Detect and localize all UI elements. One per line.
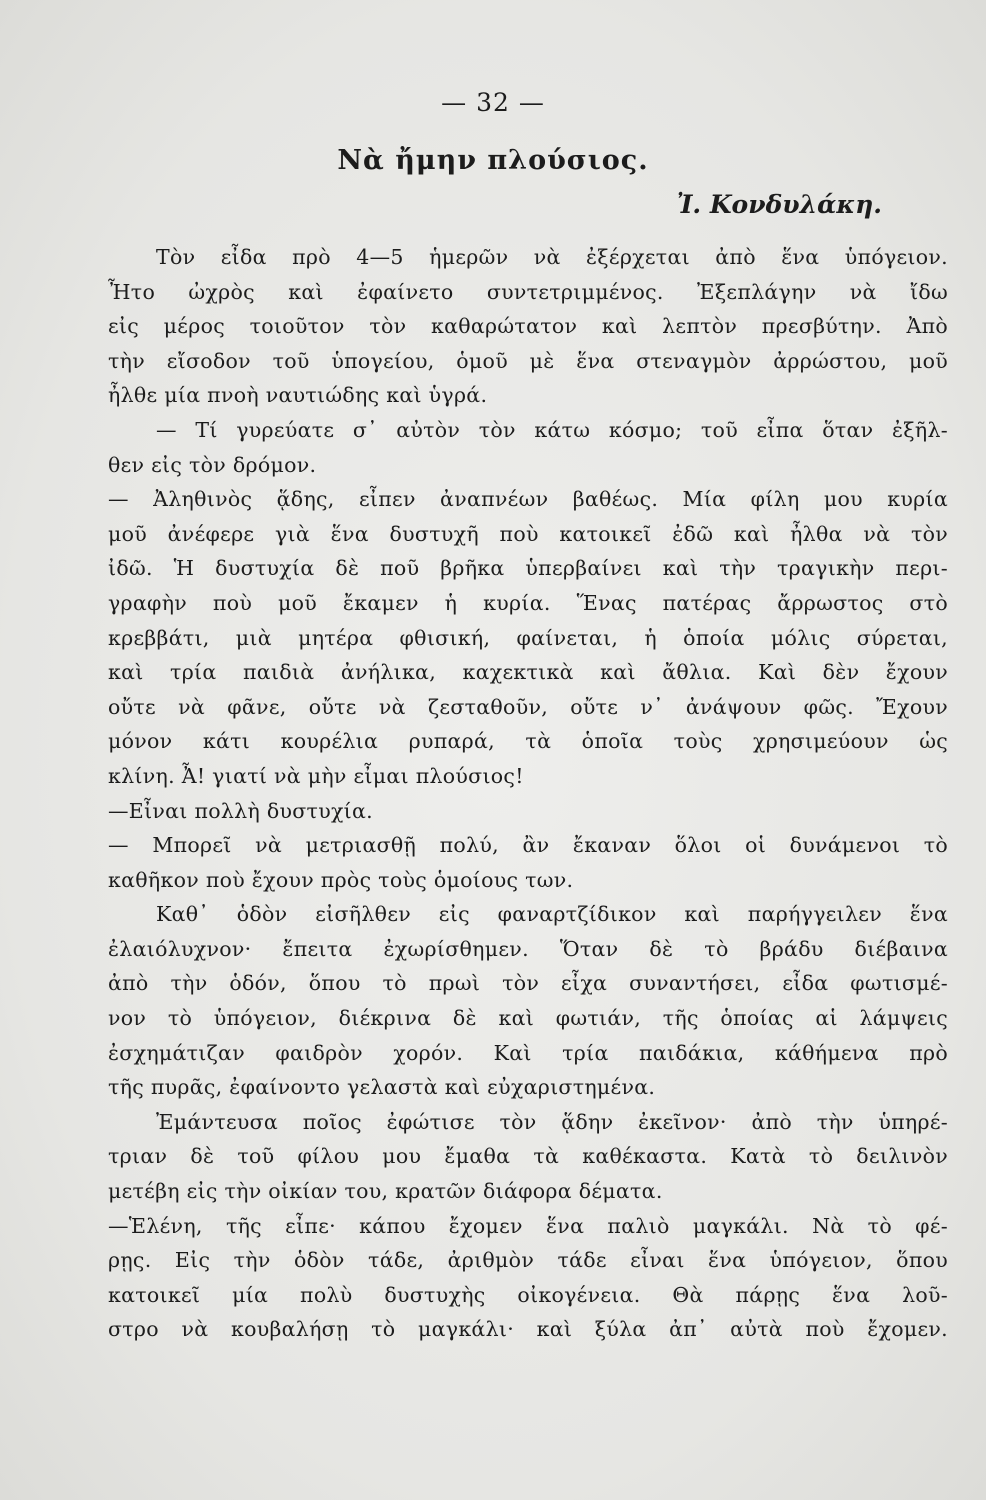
text-line: ἀπὸ τὴν ὁδόν, ὅπου τὸ πρωὶ τὸν εἶχα συναντήσει, εἶδα φωτισμέ- [108, 971, 948, 996]
text-line: —Εἶναι πολλὴ δυστυχία. [108, 798, 373, 823]
text-line: τῆς πυρᾶς, ἐφαίνοντο γελαστὰ καὶ εὐχαριστημένα. [108, 1075, 656, 1100]
author-name: Ἰ. Κονδυλάκη. [676, 190, 882, 219]
text-line: θεν εἰς τὸν δρόμον. [108, 452, 317, 477]
text-line: τὴν εἴσοδον τοῦ ὑπογείου, ὁμοῦ μὲ ἕνα στεναγμὸν ἀρρώστου, μοῦ [108, 348, 948, 373]
text-line: — Μπορεῖ νὰ μετριασθῇ πολύ, ἂν ἔκαναν ὅλοι οἱ δυνάμενοι τὸ [108, 833, 948, 858]
text-line: μοῦ ἀνέφερε γιὰ ἕνα δυστυχῆ ποὺ κατοικεῖ ἐδῶ καὶ ἦλθα νὰ τὸν [108, 521, 948, 546]
text-line: Καθ᾽ ὁδὸν εἰσῆλθεν εἰς φαναρτζίδικον καὶ παρήγγειλεν ἕνα [156, 902, 948, 927]
text-line: μετέβη εἰς τὴν οἰκίαν του, κρατῶν διάφορα δέματα. [108, 1179, 663, 1204]
text-line: γραφὴν ποὺ μοῦ ἔκαμεν ἡ κυρία. Ἕνας πατέρας ἄρρωστος στὸ [108, 590, 948, 615]
text-line: κατοικεῖ μία πολὺ δυστυχὴς οἰκογένεια. Θὰ πάρῃς ἕνα λοῦ- [108, 1282, 948, 1307]
text-line: οὔτε νὰ φᾶνε, οὔτε νὰ ζεσταθοῦν, οὔτε ν᾽ ἀνάψουν φῶς. Ἔχουν [108, 694, 948, 719]
text-line: Τὸν εἶδα πρὸ 4—5 ἡμερῶν νὰ ἐξέρχεται ἀπὸ ἕνα ὑπόγειον. [156, 245, 948, 269]
text-line: — Ἀληθινὸς ᾅδης, εἶπεν ἀναπνέων βαθέως. Μία φίλη μου κυρία [108, 487, 948, 512]
text-line: ἦλθε μία πνοὴ ναυτιώδης καὶ ὑγρά. [108, 383, 488, 408]
text-line: ἐλαιόλυχνον· ἔπειτα ἐχωρίσθημεν. Ὅταν δὲ τὸ βράδυ διέβαινα [108, 936, 948, 961]
text-line: ρῃς. Εἰς τὴν ὁδὸν τάδε, ἀριθμὸν τάδε εἶναι ἕνα ὑπόγειον, ὅπου [108, 1248, 948, 1273]
text-line: καὶ τρία παιδιὰ ἀνήλικα, καχεκτικὰ καὶ ἄθλια. Καὶ δὲν ἔχουν [108, 660, 948, 685]
text-line: εἰς μέρος τοιοῦτον τὸν καθαρώτατον καὶ λεπτὸν πρεσβύτην. Ἀπὸ [108, 314, 948, 339]
text-line: καθῆκον ποὺ ἔχουν πρὸς τοὺς ὁμοίους των. [108, 867, 574, 892]
story-title: Νὰ ἤμην πλούσιος. [337, 145, 649, 176]
text-line: —Ἑλένη, τῆς εἶπε· κάπου ἔχομεν ἕνα παλιὸ μαγκάλι. Νὰ τὸ φέ- [108, 1213, 948, 1238]
text-line: Ἦτο ὠχρὸς καὶ ἐφαίνετο συντετριμμένος. Ἐξεπλάγην νὰ ἴδω [108, 279, 948, 304]
text-line: Ἐμάντευσα ποῖος ἐφώτισε τὸν ᾅδην ἐκεῖνον· ἀπὸ τὴν ὑπηρέ- [156, 1109, 948, 1134]
text-line: στρο νὰ κουβαλήσῃ τὸ μαγκάλι· καὶ ξύλα ἀπ᾽ αὐτὰ ποὺ ἔχομεν. [108, 1317, 948, 1342]
text-line: νον τὸ ὑπόγειον, διέκρινα δὲ καὶ φωτιάν, τῆς ὁποίας αἱ λάμψεις [108, 1006, 948, 1031]
text-line: ἰδῶ. Ἡ δυστυχία δὲ ποῦ βρῆκα ὑπερβαίνει καὶ τὴν τραγικὴν περι- [108, 556, 948, 581]
text-line: κλίνη. Ἆ! γιατί νὰ μὴν εἶμαι πλούσιος! [108, 763, 524, 788]
text-line: ἐσχημάτιζαν φαιδρὸν χορόν. Καὶ τρία παιδάκια, κάθήμενα πρὸ [108, 1040, 948, 1065]
page-number: — 32 — [441, 88, 545, 117]
body-text [108, 240, 948, 1347]
text-line: τριαν δὲ τοῦ φίλου μου ἔμαθα τὰ καθέκαστα. Κατὰ τὸ δειλινὸν [108, 1144, 948, 1169]
text-line: κρεββάτι, μιὰ μητέρα φθισική, φαίνεται, ἡ ὁποία μόλις σύρεται, [108, 625, 948, 650]
text-line: μόνον κάτι κουρέλια ρυπαρά, τὰ ὁποῖα τοὺς χρησιμεύουν ὡς [108, 729, 948, 754]
text-line: — Τί γυρεύατε σ᾽ αὐτὸν τὸν κάτω κόσμο; τοῦ εἶπα ὅταν ἐξῆλ- [156, 417, 948, 442]
